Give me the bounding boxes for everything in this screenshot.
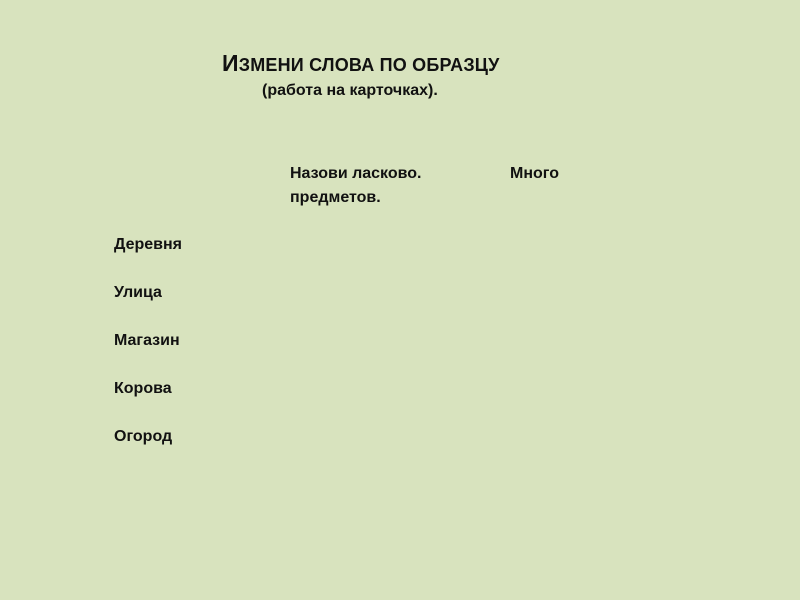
title-rest: ЗМЕНИ СЛОВА ПО ОБРАЗЦУ [238,55,500,75]
word-item: Огород [114,428,173,445]
word-item: Магазин [114,332,180,349]
many-header-line2: предметов. [290,189,381,206]
slide-title [222,50,642,77]
affectionate-header: Назови ласково. [290,165,422,182]
word-item: Улица [114,284,162,301]
title-first-letter: И [222,50,239,76]
many-header-line1: Много [510,165,559,182]
slide-subtitle: (работа на карточках). [262,82,438,99]
column-headers [290,162,610,210]
word-item: Деревня [114,236,182,253]
word-item: Корова [114,380,172,397]
word-list [114,235,182,475]
